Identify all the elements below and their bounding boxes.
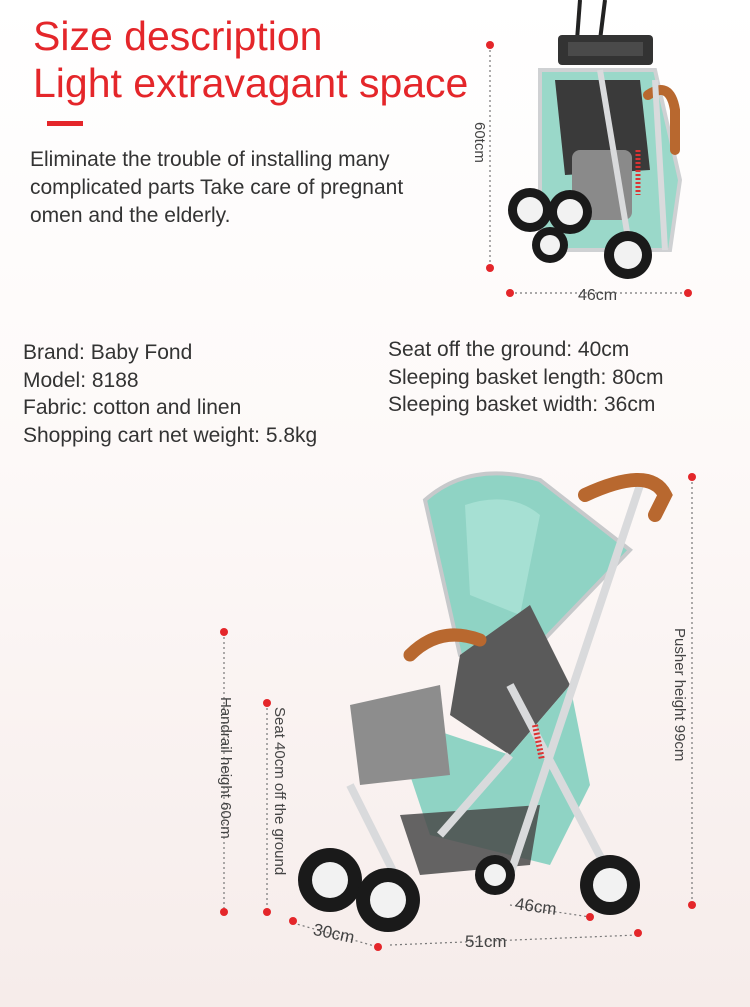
- title-line-2: Light extravagant space: [33, 60, 469, 106]
- depth-label: 30cm: [311, 919, 357, 948]
- stroller-image: [210, 455, 710, 955]
- spec-brand: Brand: Baby Fond: [23, 341, 193, 364]
- spec-model: Model: 8188: [23, 368, 139, 392]
- seat-height-label: Seat 40cm off the ground: [271, 707, 288, 876]
- pusher-height-label: Pusher height 99cm: [671, 628, 688, 762]
- spec-basket-width: Sleeping basket width: 36cm: [388, 393, 656, 416]
- spec-seat-height: Seat off the ground: 40cm: [388, 338, 630, 361]
- intro-text: [30, 146, 480, 230]
- intro-line: omen and the elderly.: [30, 204, 231, 227]
- spec-weight: Shopping cart net weight: 5.8kg: [23, 423, 318, 447]
- intro-line: Eliminate the trouble of installing many: [30, 148, 390, 171]
- title-underline: [47, 121, 83, 126]
- title-line-1: Size description: [33, 13, 323, 59]
- width-label: 46cm: [513, 894, 558, 919]
- folded-stroller-image: [480, 0, 720, 310]
- specs-left: [23, 339, 317, 449]
- length-label: 51cm: [465, 932, 507, 951]
- specs-right: [388, 336, 664, 419]
- folded-width-label: 46cm: [578, 287, 618, 304]
- spec-fabric: Fabric: cotton and linen: [23, 396, 242, 419]
- spec-basket-length: Sleeping basket length: 80cm: [388, 365, 664, 389]
- intro-line: complicated parts Take care of pregnant: [30, 176, 404, 199]
- folded-height-label: 60tcm: [471, 122, 488, 163]
- handrail-height-label: Handrail height 60cm: [217, 697, 234, 839]
